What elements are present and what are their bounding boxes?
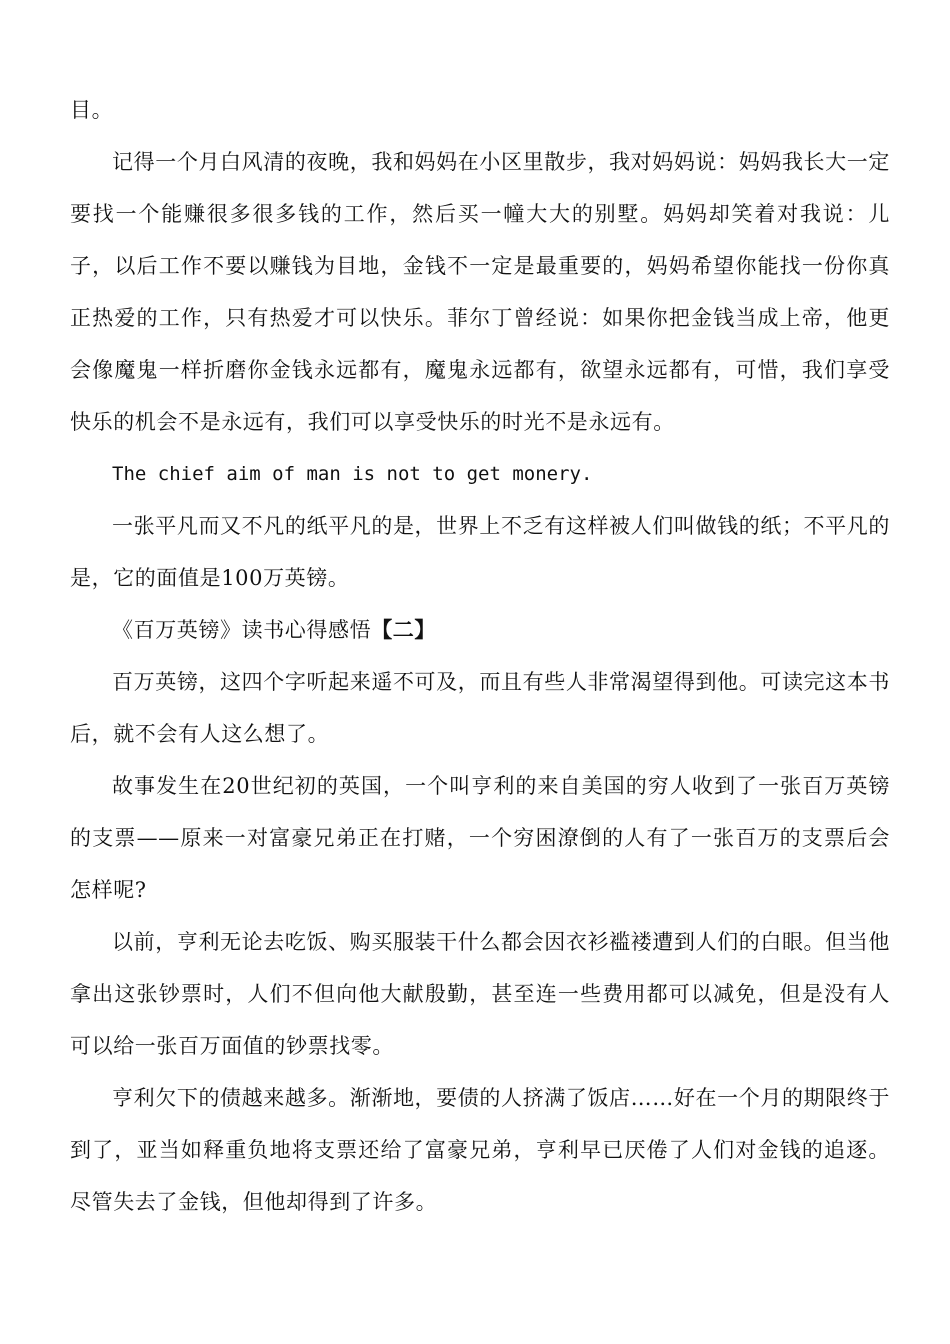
paragraph-paper-money: 一张平凡而又不凡的纸平凡的是，世界上不乏有这样被人们叫做钱的纸；不平凡的是，它的面值是100万英镑。 xyxy=(70,514,890,590)
section-heading-number: 【二】 xyxy=(371,617,437,642)
paragraph-story-setting: 故事发生在20世纪初的英国，一个叫亨利的来自美国的穷人收到了一张百万英镑的支票——原来一对富豪兄弟正在打赌，一个穷困潦倒的人有了一张百万的支票后会怎样呢? xyxy=(70,774,890,902)
section-heading xyxy=(70,604,890,656)
paragraph-english-quote: The chief aim of man is not to get monery. xyxy=(112,463,593,485)
section-heading-title: 《百万英镑》读书心得感悟 xyxy=(112,618,372,642)
document-page xyxy=(70,84,890,1228)
paragraph-moonlit-walk: 记得一个月白风清的夜晚，我和妈妈在小区里散步，我对妈妈说：妈妈我长大一定要找一个能赚很多很多钱的工作，然后买一幢大大的别墅。妈妈却笑着对我说：儿子，以后工作不要以赚钱为目地，金钱不一定是最重要的，妈妈希望你能找一份你真正热爱的工作，只有热爱才可以快乐。菲尔丁曾经说：如果你把金钱当成上帝，他更会像魔鬼一样折磨你金钱永远都有，魔鬼永远都有，欲望永远都有，可惜，我们享受快乐的机会不是永远有，我们可以享受快乐的时光不是永远有。 xyxy=(70,150,890,434)
paragraph-million-pounds: 百万英镑，这四个字听起来遥不可及，而且有些人非常渴望得到他。可读完这本书后，就不会有人这么想了。 xyxy=(70,670,890,746)
paragraph-before-and-after: 以前，亨利无论去吃饭、购买服装干什么都会因衣衫褴褛遭到人们的白眼。但当他拿出这张钞票时，人们不但向他大献殷勤，甚至连一些费用都可以减免，但是没有人可以给一张百万面值的钞票找零。 xyxy=(70,930,890,1058)
paragraph-continuation: 目。 xyxy=(70,98,114,122)
paragraph-debts: 亨利欠下的债越来越多。渐渐地，要债的人挤满了饭店……好在一个月的期限终于到了，亚当如释重负地将支票还给了富豪兄弟，亨利早已厌倦了人们对金钱的追逐。尽管失去了金钱，但他却得到了许多。 xyxy=(70,1086,890,1214)
